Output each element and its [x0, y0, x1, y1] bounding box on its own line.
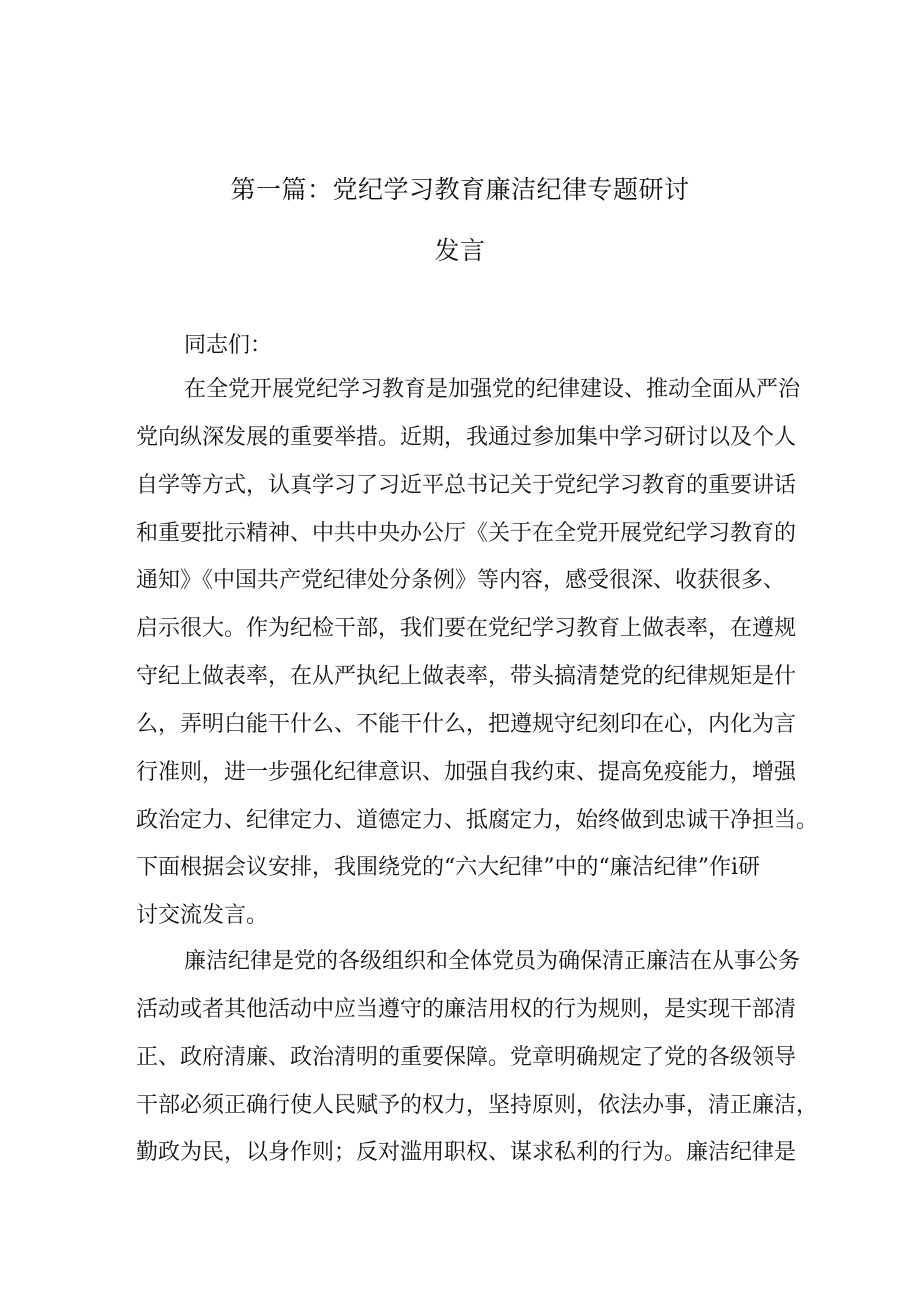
paragraph-line: 下面根据会议安排，我围绕党的“六大纪律”中的“廉洁纪律”作i研 — [136, 855, 761, 881]
paragraph-line: 启示很大。作为纪检干部，我们要在党纪学习教育上做表率，在遵规 — [136, 616, 797, 642]
paragraph-line: 活动或者其他活动中应当遵守的廉洁用权的行为规则，是实现干部清 — [136, 996, 797, 1022]
paragraph-line: 勤政为民，以身作则；反对滥用职权、谋求私利的行为。廉洁纪律是 — [136, 1140, 797, 1166]
document-title: 第一篇：党纪学习教育廉洁纪律专题研讨 — [230, 175, 690, 204]
paragraph-line: 廉洁纪律是党的各级组织和全体党员为确保清正廉洁在从事公务 — [184, 949, 801, 974]
paragraph-line: 在全党开展党纪学习教育是加强党的纪律建设、推动全面从严治 — [184, 377, 801, 402]
document-title-continued: 发言 — [434, 236, 486, 265]
paragraph-line: 党向纵深发展的重要举措。近期，我通过参加集中学习研讨以及个人 — [136, 424, 797, 450]
paragraph-intro — [136, 366, 819, 940]
salutation: 同志们： — [184, 333, 273, 358]
paragraph-line: 守纪上做表率，在从严执纪上做表率，带头搞清楚党的纪律规矩是什 — [136, 664, 797, 690]
paragraph-line: 么，弄明白能干什么、不能干什么，把遵规守纪刻印在心，内化为言 — [136, 711, 797, 737]
paragraph-line: 政治定力、纪律定力、道德定力、抵腐定力，始终做到忠诚干净担当。 — [136, 807, 819, 833]
paragraph-line: 正、政府清廉、政治清明的重要保障。党章明确规定了党的各级领导 — [136, 1044, 797, 1070]
paragraph-line: 和重要批示精神、中共中央办公厅《关于在全党开展党纪学习教育的 — [136, 520, 797, 546]
paragraph-line: 讨交流发言。 — [136, 903, 269, 929]
paragraph-line: 干部必须正确行使人民赋予的权力，坚持原则，依法办事，清正廉洁， — [136, 1092, 819, 1118]
paragraph-line: 自学等方式，认真学习了习近平总书记关于党纪学习教育的重要讲话 — [136, 472, 797, 498]
paragraph-line: 行准则，进一步强化纪律意识、加强自我约束、提高免疫能力，增强 — [136, 759, 797, 785]
paragraph-integrity-discipline — [136, 938, 819, 1177]
paragraph-line: 通知》《中国共产党纪律处分条例》等内容，感受很深、收获很多、 — [136, 568, 786, 594]
